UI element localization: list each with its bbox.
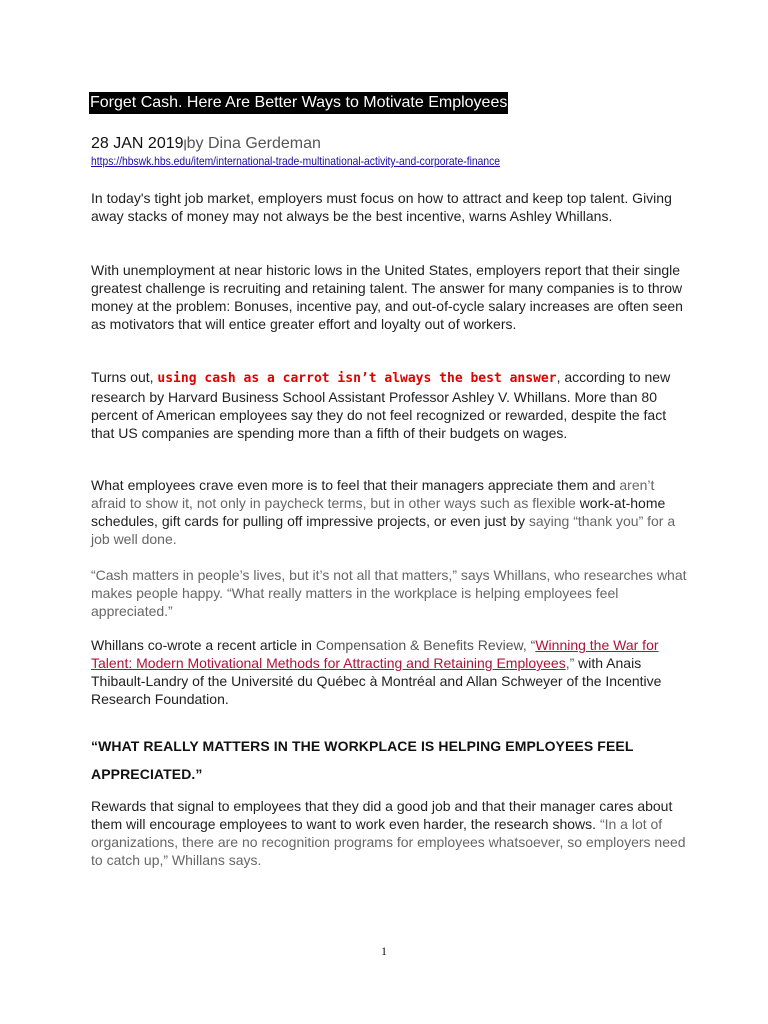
article-link-close: ,” xyxy=(565,655,575,671)
cowrote-rest: with Anais Thibault-Landry of the Université du Québec à Montréal and Allan Schweyer of the Incentive Research Foundation. xyxy=(91,655,662,707)
cowrote-lead: Whillans co-wrote a recent article in xyxy=(91,637,316,653)
source-url-link[interactable]: https://hbswk.hbs.edu/item/international-trade-multinational-activity-and-corporate-finance xyxy=(91,154,500,168)
paragraph-employees-crave xyxy=(91,476,691,548)
crave-text-1: What employees crave even more is to feel that their managers appreciate them and xyxy=(91,477,620,493)
paragraph-turns-out-rest: , according to new research by Harvard Business School Assistant Professor Ashley V. Whillans. More than 80 percent of American employees say they do not feel recognized or rewarded, despite the fact that US companies are spending more than a fifth of their budgets on wages. xyxy=(91,369,671,441)
article-title-link[interactable]: Winning the War for Talent: Modern Motivational Methods for Attracting and Retaining Employees xyxy=(91,637,659,671)
byline-separator: | xyxy=(183,137,187,151)
rewards-quote: “In a lot of organizations, there are no recognition programs for employees whatsoever, so employers need to catch up,” Whillans says. xyxy=(91,816,686,868)
crave-text-2: aren’t afraid to show it, not only in paycheck terms, but in other ways such as flexible xyxy=(91,477,655,511)
paragraph-unemployment: With unemployment at near historic lows in the United States, employers report that their single greatest challenge is recruiting and retaining talent. The answer for many companies is to throw money at the problem: Bonuses, incentive pay, and out-of-cycle salary increases are often seen as motivators that will entice greater effort and loyalty out of workers. xyxy=(91,262,683,332)
article-author: by Dina Gerdeman xyxy=(186,135,321,152)
article-date: 28 JAN 2019 xyxy=(91,135,184,152)
highlight-cash-carrot: using cash as a carrot isn’t always the best answer xyxy=(157,371,557,386)
pull-quote-heading: “WHAT REALLY MATTERS IN THE WORKPLACE IS HELPING EMPLOYEES FEEL APPRECIATED.” xyxy=(91,738,634,782)
paragraph-rewards xyxy=(91,797,691,869)
byline xyxy=(91,134,321,154)
paragraph-turns-out-lead: Turns out, xyxy=(91,369,158,385)
page-number: 1 xyxy=(381,944,387,958)
paragraph-intro: In today's tight job market, employers must focus on how to attract and keep top talent. Giving away stacks of money may not always be the best incentive, warns Ashley Whillans. xyxy=(91,190,672,224)
journal-name: Compensation & Benefits Review, “ xyxy=(315,637,536,653)
cash-matters-quote: “Cash matters in people’s lives, but it’s not all that matters,” says Whillans, who researches what makes people happy. “What really matters in the workplace is helping employees feel appreciated.” xyxy=(91,567,687,619)
article-title: Forget Cash. Here Are Better Ways to Motivate Employees xyxy=(89,92,508,114)
rewards-text: Rewards that signal to employees that they did a good job and that their manager cares about them will encourage employees to want to work even harder, the research shows. xyxy=(91,798,673,832)
paragraph-cash-matters xyxy=(91,566,691,620)
crave-text-4: saying “thank you” for a job well done. xyxy=(91,513,676,547)
crave-text-3: work-at-home schedules, gift cards for pulling off impressive projects, or even just by xyxy=(91,495,666,529)
paragraph-turns-out xyxy=(91,368,691,442)
paragraph-cowrote xyxy=(91,636,691,708)
